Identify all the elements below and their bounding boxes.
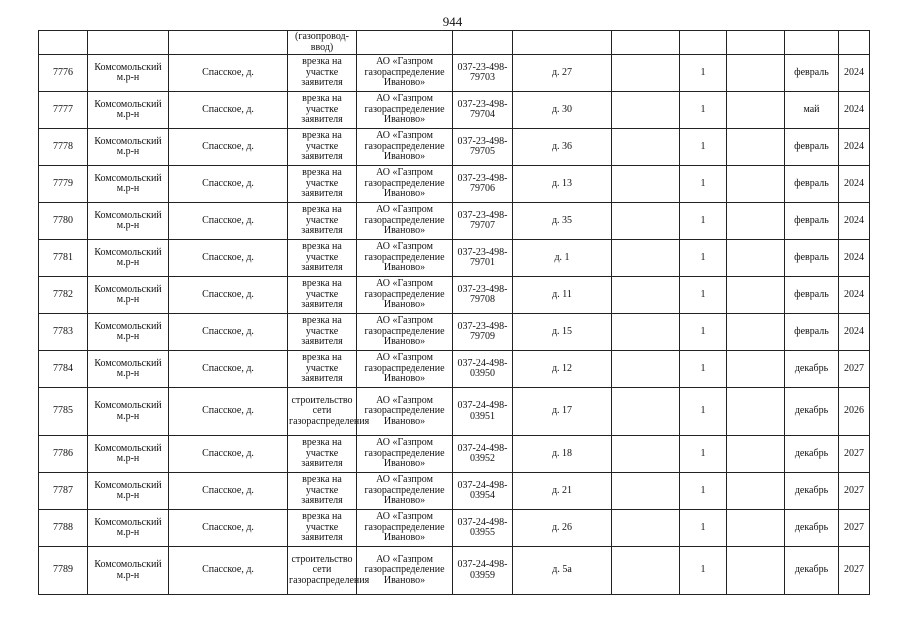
cell-district [88,31,169,55]
cell-month: февраль [785,55,839,92]
cell-year: 2027 [839,510,870,547]
cell-num [39,31,88,55]
cell-work: врезка на участке заявителя [288,203,357,240]
cell-qty: 1 [680,277,727,314]
cell-month: декабрь [785,510,839,547]
cell-org: АО «Газпром газораспределение Иваново» [357,203,453,240]
cell-code [453,31,513,55]
cell-qty: 1 [680,55,727,92]
cell-locality: Спасское, д. [169,473,288,510]
cell-work: врезка на участке заявителя [288,277,357,314]
cell-month: декабрь [785,351,839,388]
cell-month: февраль [785,277,839,314]
cell-month: декабрь [785,436,839,473]
cell-num: 7784 [39,351,88,388]
table-row [39,129,870,166]
cell-district: Комсомольский м.р-н [88,351,169,388]
cell-district: Комсомольский м.р-н [88,129,169,166]
cell-num: 7777 [39,92,88,129]
cell-year: 2024 [839,240,870,277]
cell-org: АО «Газпром газораспределение Иваново» [357,473,453,510]
cell-qty: 1 [680,129,727,166]
table-row [39,277,870,314]
cell-month: май [785,92,839,129]
cell-work: врезка на участке заявителя [288,55,357,92]
cell-house [513,31,612,55]
cell-empty [727,388,785,436]
cell-house: д. 27 [513,55,612,92]
cell-num: 7787 [39,473,88,510]
cell-house: д. 35 [513,203,612,240]
table-row [39,473,870,510]
cell-empty [612,436,680,473]
cell-code: 037-24-498-03951 [453,388,513,436]
cell-work: строительство сети газораспределения [288,388,357,436]
cell-locality: Спасское, д. [169,436,288,473]
cell-work: врезка на участке заявителя [288,92,357,129]
table-row [39,388,870,436]
cell-year: 2027 [839,547,870,595]
cell-empty [612,129,680,166]
cell-locality: Спасское, д. [169,277,288,314]
cell-district: Комсомольский м.р-н [88,166,169,203]
cell-locality: Спасское, д. [169,240,288,277]
cell-district: Комсомольский м.р-н [88,314,169,351]
cell-qty: 1 [680,388,727,436]
cell-empty [727,92,785,129]
cell-org: АО «Газпром газораспределение Иваново» [357,166,453,203]
cell-work: врезка на участке заявителя [288,473,357,510]
cell-qty: 1 [680,351,727,388]
cell-year: 2027 [839,351,870,388]
cell-year: 2024 [839,203,870,240]
cell-empty [727,314,785,351]
cell-district: Комсомольский м.р-н [88,436,169,473]
cell-locality: Спасское, д. [169,351,288,388]
cell-house: д. 5а [513,547,612,595]
cell-district: Комсомольский м.р-н [88,547,169,595]
cell-empty [727,473,785,510]
cell-work: (газопровод-ввод) [288,31,357,55]
continuation-row [39,31,870,55]
cell-code: 037-23-498-79708 [453,277,513,314]
cell-month: февраль [785,129,839,166]
cell-qty [680,31,727,55]
cell-locality: Спасское, д. [169,92,288,129]
cell-num: 7788 [39,510,88,547]
cell-work: врезка на участке заявителя [288,166,357,203]
cell-work: врезка на участке заявителя [288,351,357,388]
cell-district: Комсомольский м.р-н [88,92,169,129]
cell-locality: Спасское, д. [169,547,288,595]
cell-empty [612,55,680,92]
cell-num: 7782 [39,277,88,314]
cell-house: д. 18 [513,436,612,473]
cell-empty [612,277,680,314]
cell-empty [612,351,680,388]
cell-district: Комсомольский м.р-н [88,510,169,547]
cell-locality: Спасское, д. [169,388,288,436]
cell-qty: 1 [680,314,727,351]
cell-num: 7785 [39,388,88,436]
cell-month: декабрь [785,473,839,510]
cell-district: Комсомольский м.р-н [88,473,169,510]
cell-year: 2027 [839,436,870,473]
cell-work: врезка на участке заявителя [288,129,357,166]
cell-num: 7786 [39,436,88,473]
cell-code: 037-23-498-79701 [453,240,513,277]
cell-locality [169,31,288,55]
cell-code: 037-23-498-79705 [453,129,513,166]
cell-house: д. 12 [513,351,612,388]
cell-qty: 1 [680,473,727,510]
cell-locality: Спасское, д. [169,129,288,166]
cell-empty [612,473,680,510]
cell-empty [612,203,680,240]
table-row [39,203,870,240]
page-number: 944 [442,14,463,29]
table-row [39,351,870,388]
cell-org: АО «Газпром газораспределение Иваново» [357,510,453,547]
cell-num: 7789 [39,547,88,595]
cell-month: декабрь [785,388,839,436]
cell-work: врезка на участке заявителя [288,510,357,547]
cell-org [357,31,453,55]
cell-year: 2024 [839,314,870,351]
cell-year: 2024 [839,277,870,314]
cell-house: д. 36 [513,129,612,166]
cell-district: Комсомольский м.р-н [88,277,169,314]
gas-connections-table [38,30,870,595]
cell-org: АО «Газпром газораспределение Иваново» [357,92,453,129]
cell-code: 037-23-498-79709 [453,314,513,351]
cell-work: врезка на участке заявителя [288,436,357,473]
table-row [39,240,870,277]
table-row [39,166,870,203]
table-row [39,314,870,351]
cell-empty [612,547,680,595]
cell-empty [612,31,680,55]
cell-empty [727,277,785,314]
cell-empty [727,436,785,473]
cell-empty [727,203,785,240]
cell-empty [727,351,785,388]
table-row [39,92,870,129]
cell-empty [727,166,785,203]
cell-house: д. 15 [513,314,612,351]
cell-qty: 1 [680,436,727,473]
cell-org: АО «Газпром газораспределение Иваново» [357,314,453,351]
cell-qty: 1 [680,92,727,129]
cell-org: АО «Газпром газораспределение Иваново» [357,240,453,277]
cell-house: д. 11 [513,277,612,314]
cell-empty [612,314,680,351]
cell-num: 7776 [39,55,88,92]
cell-month: февраль [785,240,839,277]
cell-code: 037-23-498-79704 [453,92,513,129]
cell-empty [727,547,785,595]
cell-year: 2024 [839,129,870,166]
cell-num: 7780 [39,203,88,240]
cell-empty [612,240,680,277]
cell-house: д. 1 [513,240,612,277]
cell-code: 037-24-498-03952 [453,436,513,473]
cell-org: АО «Газпром газораспределение Иваново» [357,547,453,595]
cell-house: д. 13 [513,166,612,203]
cell-code: 037-23-498-79703 [453,55,513,92]
cell-year: 2024 [839,166,870,203]
cell-empty [727,55,785,92]
cell-empty [727,510,785,547]
cell-qty: 1 [680,240,727,277]
cell-code: 037-24-498-03950 [453,351,513,388]
cell-org: АО «Газпром газораспределение Иваново» [357,436,453,473]
cell-year: 2024 [839,92,870,129]
cell-month: февраль [785,166,839,203]
cell-code: 037-24-498-03959 [453,547,513,595]
table-row [39,55,870,92]
cell-num: 7779 [39,166,88,203]
cell-locality: Спасское, д. [169,166,288,203]
cell-locality: Спасское, д. [169,314,288,351]
cell-num: 7781 [39,240,88,277]
cell-qty: 1 [680,510,727,547]
cell-org: АО «Газпром газораспределение Иваново» [357,277,453,314]
cell-empty [612,92,680,129]
cell-num: 7778 [39,129,88,166]
cell-work: врезка на участке заявителя [288,314,357,351]
cell-org: АО «Газпром газораспределение Иваново» [357,55,453,92]
cell-empty [612,510,680,547]
cell-month: декабрь [785,547,839,595]
cell-district: Комсомольский м.р-н [88,203,169,240]
cell-district: Комсомольский м.р-н [88,240,169,277]
table-row [39,510,870,547]
cell-org: АО «Газпром газораспределение Иваново» [357,351,453,388]
cell-empty [612,388,680,436]
cell-qty: 1 [680,547,727,595]
cell-house: д. 30 [513,92,612,129]
cell-qty: 1 [680,166,727,203]
cell-code: 037-23-498-79706 [453,166,513,203]
cell-house: д. 26 [513,510,612,547]
cell-house: д. 21 [513,473,612,510]
cell-house: д. 17 [513,388,612,436]
cell-org: АО «Газпром газораспределение Иваново» [357,388,453,436]
cell-year: 2024 [839,55,870,92]
table-row [39,547,870,595]
cell-code: 037-24-498-03955 [453,510,513,547]
cell-year: 2026 [839,388,870,436]
cell-locality: Спасское, д. [169,510,288,547]
cell-empty [727,31,785,55]
cell-month: февраль [785,314,839,351]
cell-month: февраль [785,203,839,240]
cell-work: строительство сети газораспределения [288,547,357,595]
cell-qty: 1 [680,203,727,240]
cell-year [839,31,870,55]
cell-empty [727,129,785,166]
cell-district: Комсомольский м.р-н [88,388,169,436]
table-row [39,436,870,473]
cell-code: 037-24-498-03954 [453,473,513,510]
cell-locality: Спасское, д. [169,55,288,92]
cell-work: врезка на участке заявителя [288,240,357,277]
cell-org: АО «Газпром газораспределение Иваново» [357,129,453,166]
cell-empty [727,240,785,277]
cell-code: 037-23-498-79707 [453,203,513,240]
cell-empty [612,166,680,203]
cell-district: Комсомольский м.р-н [88,55,169,92]
cell-num: 7783 [39,314,88,351]
cell-month [785,31,839,55]
cell-locality: Спасское, д. [169,203,288,240]
cell-year: 2027 [839,473,870,510]
